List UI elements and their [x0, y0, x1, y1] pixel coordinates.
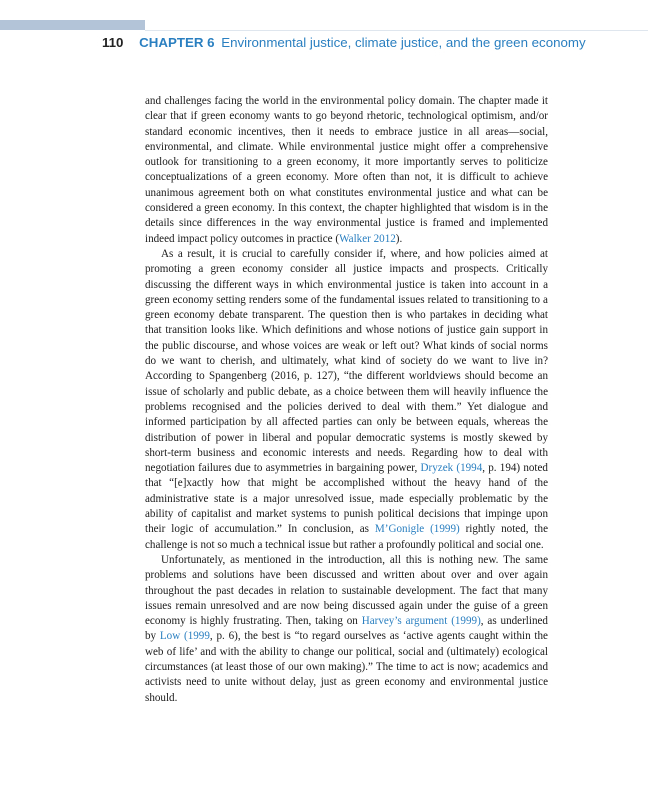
chapter-label: CHAPTER 6 — [139, 35, 215, 50]
text-run: Unfortunately, as mentioned in the introduction, all this is nothing new. The same problems and solutions have been discussed and written about over and over again throughout the past decades in relation to sustainable development. The fact that many issues remain unresolved and are now being discussed again under the guise of a green economy is highly frustrating. Then, taking on — [145, 553, 548, 628]
text-run: , p. 6), the best is “to regard ourselves as ‘active agents caught within the web of life’ and with the ability to change our political, social and (ultimately) ecological circumstances (at least those of our own making).” The time to act is now; academics and activists need to unite without delay, just as green economy and environmental justice should. — [145, 630, 548, 704]
text-run: ). — [395, 232, 403, 245]
citation-link[interactable]: Walker 2012 — [339, 232, 396, 245]
text-run: and challenges facing the world in the environmental policy domain. The chapter made it clear that if green economy wants to go beyond rhetoric, technological optimism, and/or standard economic incentives, then it needs to embrace justice in all areas—social, environmental, and climate. While environmental justice might offer a comprehensive outlook for transitioning to a green economy, it more importantly serves to politicize conceptualizations of a green economy. More often than not, it is difficult to achieve unanimous agreement both on what constitutes environmental justice and what can be considered a green economy. In this context, the chapter highlighted that wisdom is in the details since differences in the way environmental justice is framed and implemented indeed impact policy outcomes in practice ( — [145, 95, 548, 245]
header-band — [0, 20, 145, 30]
text-run: , as underlined by — [145, 615, 548, 643]
running-header — [102, 35, 586, 50]
text-run: rightly noted, the challenge is not so much a technical issue but rather a profoundly political and social one. — [145, 523, 548, 551]
paragraph — [145, 94, 548, 247]
chapter-title: Environmental justice, climate justice, and the green economy — [221, 35, 586, 50]
text-run: , p. 194) noted that “[e]xactly how that might be accomplished without the heavy hand of the administrative state is a major unresolved issue, made especially problematic by the ability of capitalist and market systems to punish political decisions that impinge upon their logic of accumulation.” In conclusion, as — [145, 462, 548, 536]
citation-link[interactable]: Low (1999 — [159, 630, 210, 643]
paragraph — [145, 553, 548, 706]
body-text — [145, 94, 548, 706]
page-number: 110 — [102, 35, 124, 50]
citation-link[interactable]: M’Gonigle (1999) — [374, 523, 460, 536]
text-run: As a result, it is crucial to carefully consider if, where, and how policies aimed at promoting a green economy consider all justice impacts and prospects. Critically discussing the different ways in which environmental justice is taken into account in a green economy setting renders some of the fundamental issues related to transitioning to a green economy debate transparent. The question then is who partakes in deciding what that transition looks like. Which definitions and whose notions of justice gain support in the public discourse, and whose voices are weak or left out? What kinds of social norms do we want to cherish, and ultimately, what kind of society do we want to live in? According to Spangenberg (2016, p. 127), “the different worldviews should become an issue of scholarly and public debate, as a choice between them will heavily influence the problems recognised and the policies derived to deal with them.” Yet dialogue and informed participation by all affected parties can only be between equals, whereas the distribution of power in liberal and popular democratic systems is mostly skewed by short-term business and economic interests and needs. Regarding how to deal with negotiation failures due to asymmetries in bargaining power, — [145, 247, 548, 475]
citation-link[interactable]: Dryzek (1994 — [420, 462, 483, 475]
paragraph — [145, 247, 548, 553]
header-rule — [145, 30, 648, 31]
citation-link[interactable]: Harvey’s argument (1999) — [361, 615, 481, 628]
